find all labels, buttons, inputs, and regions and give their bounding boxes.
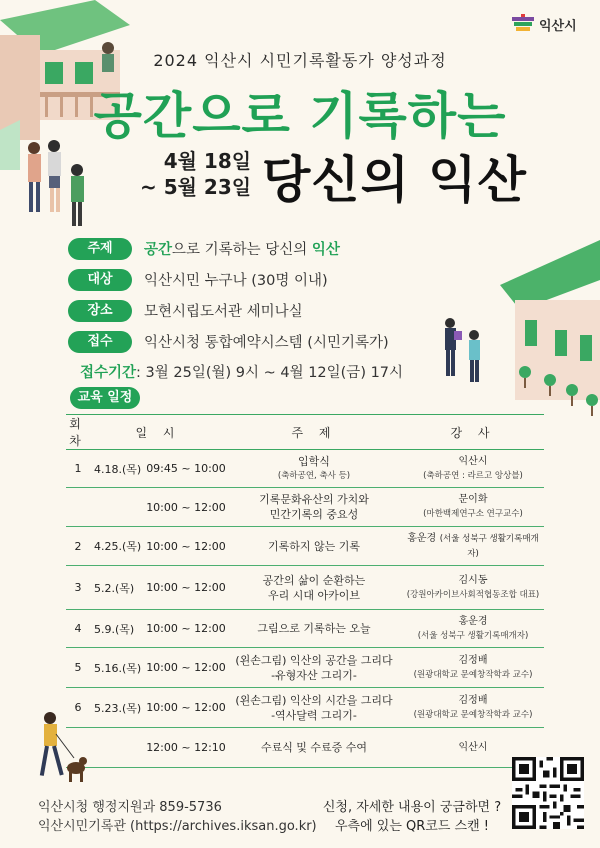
round-no: 3	[66, 566, 90, 610]
header-lecturer: 강 사	[402, 415, 544, 450]
people-illustration	[22, 140, 97, 230]
topic-text: 입학식	[298, 454, 330, 468]
contact-info	[38, 798, 317, 836]
lecturer-sub: (서울 성북구 생활기록매개자)	[439, 534, 539, 559]
theme-label: 주제	[68, 238, 132, 260]
header-datetime: 일 시	[90, 415, 226, 450]
table-row	[66, 728, 544, 768]
session-time: 12:00 ~ 12:10	[146, 728, 226, 768]
table-row	[66, 566, 544, 610]
session-date: 5.16.(목)	[90, 648, 146, 688]
session-time: 10:00 ~ 12:00	[146, 488, 226, 527]
reception-value: 익산시청 통합예약시스템 (시민기록가)	[144, 335, 389, 351]
lecturer-sub: (강원아카이브사회적협동조합 대표)	[406, 589, 540, 600]
info-place-row	[68, 295, 403, 326]
session-date: 5.23.(목)	[90, 688, 146, 728]
lecturer-sub: (원광대학교 문예창작학과 교수)	[413, 709, 533, 720]
topic-text: 그림으로 기록하는 오늘	[257, 622, 371, 635]
contact-website[interactable]: 익산시민기록관 (https://archives.iksan.go.kr)	[38, 819, 317, 834]
topic-text: (왼손그림) 익산의 공간을 그리다	[235, 653, 393, 667]
lecturer-name: 김정배	[458, 654, 488, 666]
qr-instruction	[312, 798, 512, 836]
qr-line-1: 신청, 자세한 내용이 궁금하면 ?	[322, 800, 502, 815]
table-row	[66, 488, 544, 527]
session-topic	[226, 728, 402, 768]
theme-highlight-2: 익산	[311, 242, 340, 258]
theme-value	[144, 238, 340, 259]
info-reception-row	[68, 326, 403, 357]
session-topic	[226, 488, 402, 527]
lecturer-name: 문이화	[458, 494, 488, 505]
lecturer-name: 김정배	[458, 694, 488, 706]
session-lecturer	[402, 610, 544, 648]
topic-text: 공간의 삶이 순환하는	[262, 573, 366, 587]
session-topic	[226, 648, 402, 688]
title-line-2: 당신의 익산	[262, 151, 527, 209]
table-row	[66, 450, 544, 488]
session-time: 10:00 ~ 12:00	[146, 688, 226, 728]
date-start: 4월 18일	[163, 149, 252, 173]
lecturer-name: 익산시	[458, 741, 488, 753]
walker-with-dog-illustration	[30, 710, 90, 785]
topic-text: 기록문화유산의 가치와	[259, 493, 369, 506]
session-date: 4.25.(목)	[90, 527, 146, 566]
topic-text-2: 민간기록의 중요성	[269, 508, 359, 521]
lecturer-name: 홍운경	[407, 533, 437, 544]
session-time: 10:00 ~ 12:00	[146, 610, 226, 648]
lecturer-sub: (축하공연 : 라르고 앙상블)	[423, 470, 523, 481]
lecturer-name: 홍운경	[458, 615, 488, 627]
session-lecturer	[402, 648, 544, 688]
session-topic	[226, 688, 402, 728]
session-lecturer	[402, 450, 544, 488]
round-no: 4	[66, 610, 90, 648]
period-label: 접수기간	[80, 364, 137, 381]
info-section	[68, 233, 403, 385]
session-date: 4.18.(목)	[90, 450, 146, 488]
date-end: ~ 5월 23일	[140, 175, 252, 199]
session-lecturer	[402, 488, 544, 527]
session-date	[90, 488, 146, 527]
table-row	[66, 610, 544, 648]
lecturer-name: 익산시	[458, 455, 488, 467]
table-row	[66, 648, 544, 688]
theme-highlight-1: 공간	[144, 242, 173, 258]
round-no	[66, 488, 90, 527]
topic-sub: (축하공연, 축사 등)	[277, 470, 351, 481]
topic-text-2: -유형자산 그리기-	[271, 668, 357, 682]
period-value: : 3월 25일(월) 9시 ~ 4월 12일(금) 17시	[136, 364, 404, 381]
topic-text: 수료식 및 수료증 수여	[260, 741, 368, 754]
session-date: 5.2.(목)	[90, 566, 146, 610]
table-row	[66, 527, 544, 566]
title-line-1: 공간으로 기록하는	[93, 87, 507, 145]
topic-text: 기록하지 않는 기록	[267, 539, 360, 553]
session-time: 10:00 ~ 12:00	[146, 527, 226, 566]
place-label: 장소	[68, 300, 132, 322]
target-value: 익산시민 누구나 (30명 이내)	[144, 273, 328, 289]
round-no: 6	[66, 688, 90, 728]
qr-line-2: 우측에 있는 QR코드 스캔 !	[334, 819, 490, 834]
table-header-row	[66, 415, 544, 450]
session-topic	[226, 527, 402, 566]
qr-code-icon[interactable]	[512, 757, 584, 829]
iksan-logo	[510, 14, 577, 34]
schedule-label: 교육 일정	[70, 387, 140, 409]
event-subtitle: 2024 익산시 시민기록활동가 양성과정	[153, 51, 447, 70]
contact-phone: 익산시청 행정지원과 859-5736	[38, 800, 222, 815]
header-round: 회 차	[66, 415, 90, 450]
topic-text-2: -역사달력 그리기-	[271, 708, 357, 722]
lecturer-sub: (원광대학교 문예창작학과 교수)	[413, 669, 533, 680]
session-time: 09:45 ~ 10:00	[146, 450, 226, 488]
round-no: 2	[66, 527, 90, 566]
schedule-table	[66, 414, 544, 768]
logo-text: 익산시	[539, 18, 577, 34]
session-date	[90, 728, 146, 768]
session-time: 10:00 ~ 12:00	[146, 648, 226, 688]
target-label: 대상	[68, 269, 132, 291]
theme-text: 으로 기록하는 당신의	[172, 242, 312, 258]
session-lecturer	[402, 688, 544, 728]
session-time: 10:00 ~ 12:00	[146, 566, 226, 610]
session-topic	[226, 610, 402, 648]
topic-text-2: 우리 시대 아카이브	[267, 588, 360, 602]
round-no: 1	[66, 450, 90, 488]
people-right-illustration	[440, 315, 490, 390]
session-lecturer	[402, 566, 544, 610]
info-theme-row	[68, 233, 403, 264]
session-topic	[226, 450, 402, 488]
event-dates	[140, 148, 251, 200]
lecturer-name: 김시동	[458, 574, 488, 586]
topic-text: (왼손그림) 익산의 시간을 그리다	[235, 693, 393, 707]
session-lecturer	[402, 527, 544, 566]
place-value: 모현시립도서관 세미나실	[144, 304, 303, 320]
lecturer-sub: (서울 성북구 생활기록매개자)	[417, 630, 529, 641]
header-topic: 주 제	[226, 415, 402, 450]
iksan-logo-icon	[510, 14, 536, 34]
reception-label: 접수	[68, 331, 132, 353]
table-row	[66, 688, 544, 728]
info-target-row	[68, 264, 403, 295]
session-date: 5.9.(목)	[90, 610, 146, 648]
lecturer-sub: (마한백제연구소 연구교수)	[423, 509, 523, 519]
round-no: 5	[66, 648, 90, 688]
application-period-row	[68, 357, 403, 385]
session-topic	[226, 566, 402, 610]
